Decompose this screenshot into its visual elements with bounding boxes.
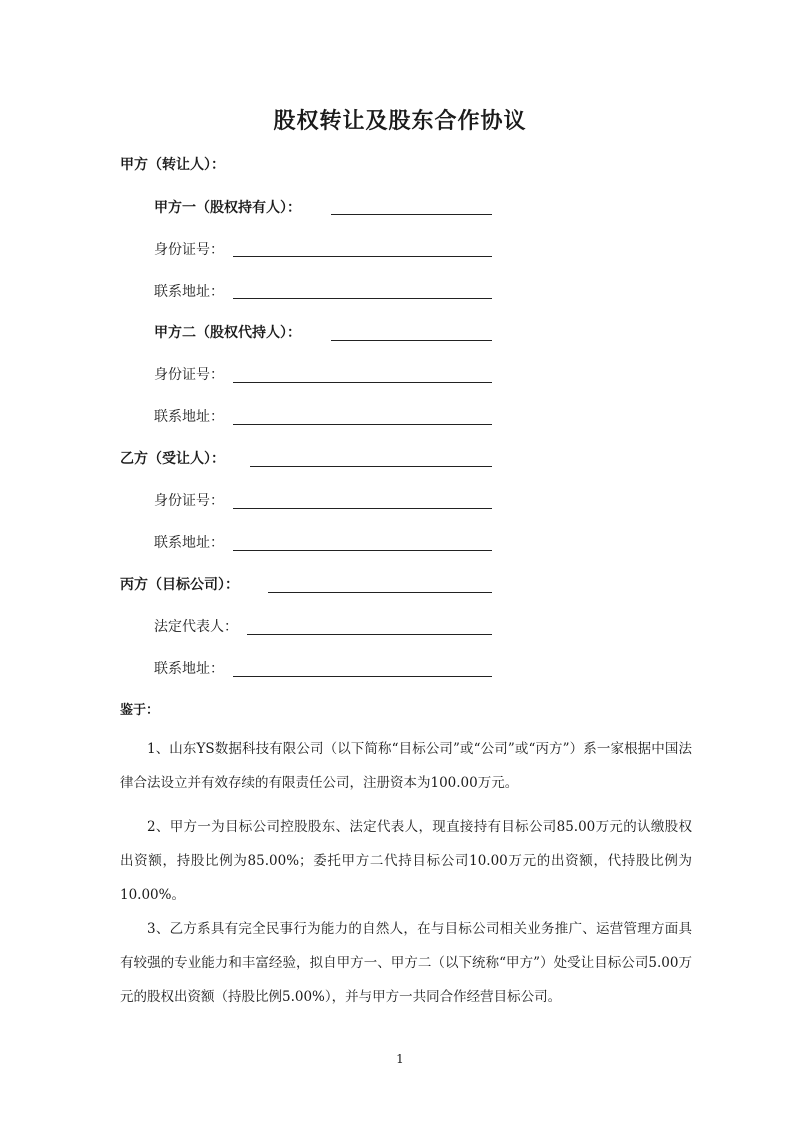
whereas-paragraph-2: 2、甲方一为目标公司控股股东、法定代表人，现直接持有目标公司85.00万元的认缴股权出资额，持股比例为85.00%；委托甲方二代持目标公司10.00万元的出资额，代持股比例为10.00%。 (120, 819, 692, 903)
party-c-address-field[interactable] (233, 676, 492, 677)
party-a2-label: 甲方二（股权代持人）： (154, 325, 301, 341)
party-a1-label: 甲方一（股权持有人）： (154, 200, 301, 216)
party-c-legal-rep-label: 法定代表人： (154, 619, 238, 635)
document-title: 股权转让及股东合作协议 (273, 109, 527, 134)
whereas-heading: 鉴于： (120, 703, 160, 718)
party-a-heading: 甲方（转让人）： (120, 157, 225, 173)
whereas-paragraph-1: 1、山东YS数据科技有限公司（以下简称“目标公司”或“公司”或“丙方”）系一家根据中国法律合法设立并有效存续的有限责任公司，注册资本为100.00万元。 (120, 741, 692, 791)
party-b-label: 乙方（受让人）： (120, 451, 225, 467)
party-b-address-label: 联系地址： (154, 535, 224, 551)
party-a1-address-field[interactable] (233, 298, 492, 299)
party-a1-address-label: 联系地址： (154, 284, 224, 300)
whereas-paragraph-3: 3、乙方系具有完全民事行为能力的自然人，在与目标公司相关业务推广、运营管理方面具有较强的专业能力和丰富经验，拟自甲方一、甲方二（以下统称“甲方”）处受让目标公司5.00万元的股权出资额（持股比例5.00%），并与甲方一共同合作经营目标公司。 (120, 921, 692, 1005)
party-a2-name-field[interactable] (331, 340, 492, 341)
party-a1-id-field[interactable] (233, 256, 492, 257)
party-b-address-field[interactable] (233, 550, 492, 551)
party-b-id-field[interactable] (233, 508, 492, 509)
party-b-id-label: 身份证号： (154, 493, 224, 509)
party-a1-id-label: 身份证号： (154, 242, 224, 258)
party-c-name-field[interactable] (268, 592, 492, 593)
party-a2-id-label: 身份证号： (154, 367, 224, 383)
party-a2-id-field[interactable] (233, 382, 492, 383)
party-a1-name-field[interactable] (331, 214, 492, 215)
party-c-address-label: 联系地址： (154, 661, 224, 677)
party-b-name-field[interactable] (250, 466, 492, 467)
party-c-label: 丙方（目标公司）： (120, 577, 239, 593)
party-c-legal-rep-field[interactable] (247, 634, 492, 635)
party-a2-address-label: 联系地址： (154, 409, 224, 425)
page-number: 1 (396, 1052, 404, 1066)
party-a2-address-field[interactable] (233, 424, 492, 425)
